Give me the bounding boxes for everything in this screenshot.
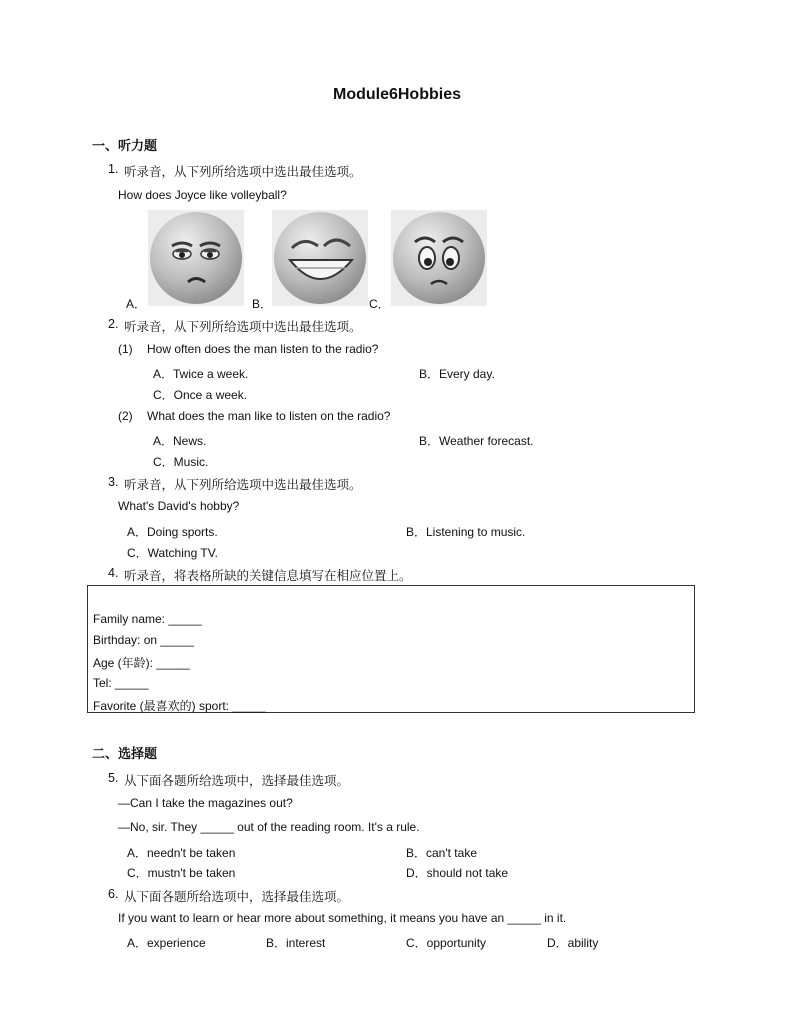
section-heading-listening: 一、听力题 xyxy=(92,138,158,153)
worried-face-icon xyxy=(393,212,485,304)
option-a[interactable]: A．News. xyxy=(153,434,207,448)
question-6-number: 6. xyxy=(108,887,119,901)
question-5-prompt: 从下面各题所给选项中，选择最佳选项。 xyxy=(124,774,350,788)
option-a[interactable]: A．Doing sports. xyxy=(127,525,218,539)
age-field[interactable]: Age (年龄): _____ xyxy=(93,656,190,670)
option-a[interactable]: A．Twice a week. xyxy=(153,367,249,381)
question-2-prompt: 听录音，从下列所给选项中选出最佳选项。 xyxy=(124,320,362,334)
option-a[interactable]: A．needn't be taken xyxy=(127,846,236,860)
family-name-field[interactable]: Family name: _____ xyxy=(93,612,202,626)
question-1-number: 1. xyxy=(108,162,119,176)
option-d[interactable]: D．should not take xyxy=(406,866,509,880)
question-5-number: 5. xyxy=(108,771,119,785)
question-4-number: 4. xyxy=(108,566,119,580)
option-c-image[interactable] xyxy=(391,210,487,306)
option-b[interactable]: B．Weather forecast. xyxy=(419,434,534,448)
question-2-sub1-text: How often does the man listen to the radio? xyxy=(147,342,379,356)
option-a-label: A． xyxy=(126,297,147,311)
info-table xyxy=(87,585,695,713)
option-c[interactable]: C．Once a week. xyxy=(153,388,248,402)
question-3-prompt: 听录音，从下列所给选项中选出最佳选项。 xyxy=(124,478,362,492)
birthday-field[interactable]: Birthday: on _____ xyxy=(93,633,194,647)
question-6-prompt: 从下面各题所给选项中，选择最佳选项。 xyxy=(124,890,350,904)
bored-face-icon xyxy=(150,212,242,304)
option-c[interactable]: C．Music. xyxy=(153,455,209,469)
question-1-text: How does Joyce like volleyball? xyxy=(118,188,287,202)
option-d[interactable]: D．ability xyxy=(547,936,599,950)
option-b[interactable]: B．Listening to music. xyxy=(406,525,526,539)
option-c[interactable]: C．Watching TV. xyxy=(127,546,218,560)
question-5-dialogue-1: —Can I take the magazines out? xyxy=(118,796,293,810)
option-c[interactable]: C．mustn't be taken xyxy=(127,866,236,880)
option-c[interactable]: C．opportunity xyxy=(406,936,487,950)
question-5-dialogue-2: —No, sir. They _____ out of the reading room. It's a rule. xyxy=(118,820,420,834)
page-title: Module6Hobbies xyxy=(332,86,461,103)
question-4-prompt: 听录音，将表格所缺的关键信息填写在相应位置上。 xyxy=(124,569,412,583)
question-2-sub1-number: (1) xyxy=(118,342,133,356)
option-b-image[interactable] xyxy=(272,210,368,306)
option-b[interactable]: B．can't take xyxy=(406,846,477,860)
favorite-sport-field[interactable]: Favorite (最喜欢的) sport: _____ xyxy=(93,699,266,713)
option-b[interactable]: B．interest xyxy=(266,936,326,950)
question-2-sub2-number: (2) xyxy=(118,409,133,423)
question-2-number: 2. xyxy=(108,317,119,331)
question-3-number: 3. xyxy=(108,475,119,489)
section-heading-choice: 二、选择题 xyxy=(92,746,158,761)
option-a[interactable]: A．experience xyxy=(127,936,206,950)
tel-field[interactable]: Tel: _____ xyxy=(93,676,149,690)
option-b[interactable]: B．Every day. xyxy=(419,367,495,381)
question-1-prompt: 听录音，从下列所给选项中选出最佳选项。 xyxy=(124,165,362,179)
question-2-sub2-text: What does the man like to listen on the radio? xyxy=(147,409,391,423)
question-3-text: What's David's hobby? xyxy=(118,499,240,513)
option-c-label: C． xyxy=(369,297,390,311)
option-b-label: B． xyxy=(252,297,273,311)
question-6-text: If you want to learn or hear more about something, it means you have an _____ in it. xyxy=(118,911,567,925)
laughing-face-icon xyxy=(274,212,366,304)
option-a-image[interactable] xyxy=(148,210,244,306)
